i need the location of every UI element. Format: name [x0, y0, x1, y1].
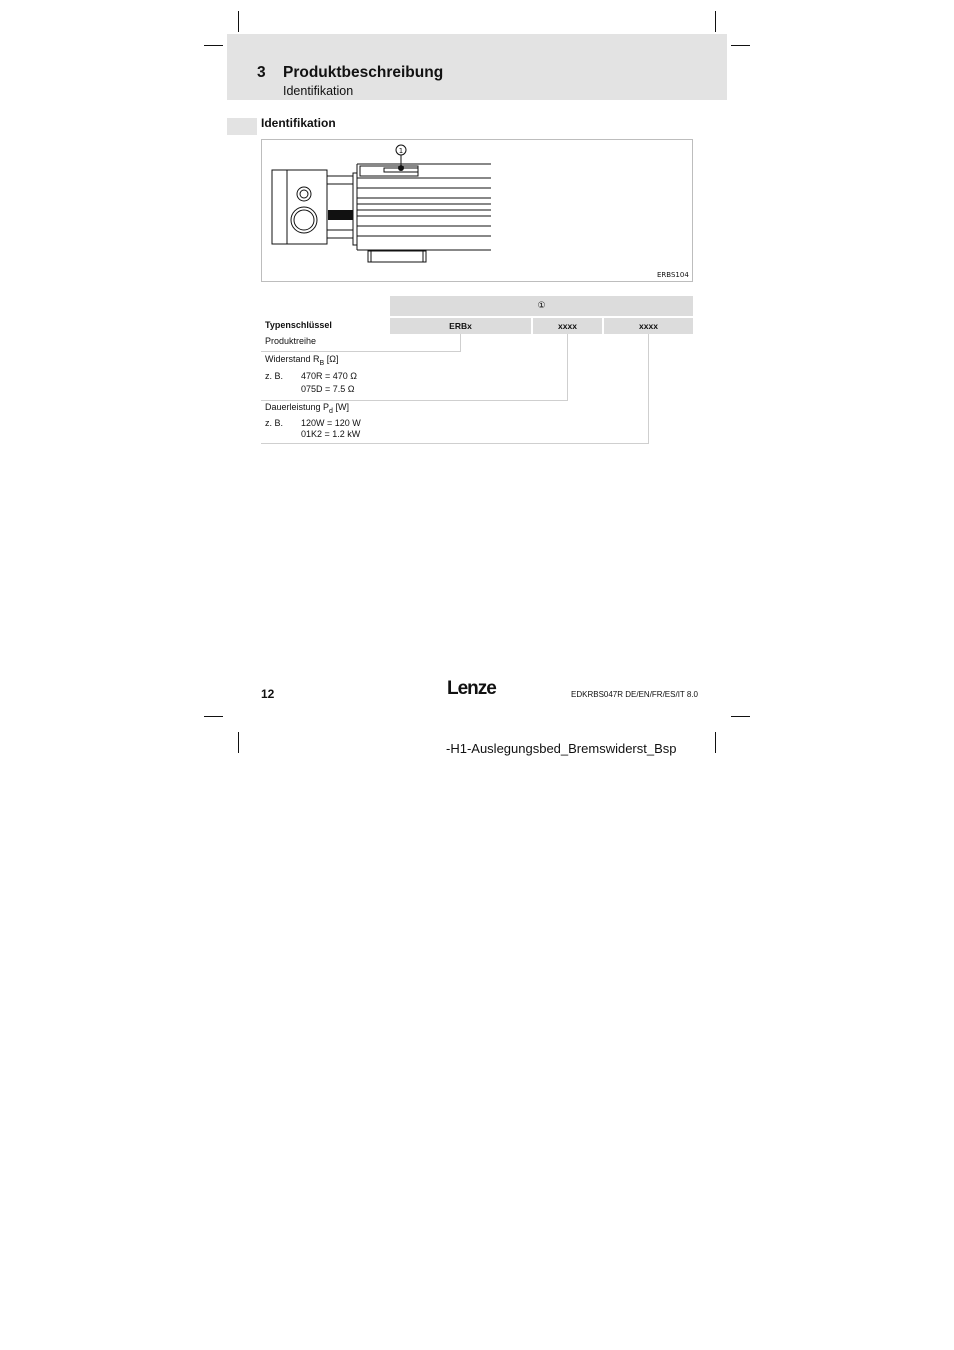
figure-code: ERBS104 [657, 271, 689, 279]
power-example-1: 120W = 120 W [301, 418, 361, 428]
brake-resistor-drawing [262, 140, 502, 270]
resistance-example-2: 075D = 7.5 Ω [301, 384, 355, 394]
crop-mark [204, 45, 223, 46]
crop-mark [238, 732, 239, 753]
type-code-power: xxxx [604, 318, 693, 334]
lenze-logo: Lenze [447, 678, 496, 699]
document-code: -H1-Auslegungsbed_Bremswiderst_Bsp [446, 741, 677, 756]
chapter-subtitle: Identifikation [283, 84, 354, 98]
crop-mark [715, 732, 716, 753]
type-code-resistance: xxxx [533, 318, 602, 334]
crop-mark [238, 11, 239, 32]
connector-line [460, 334, 461, 351]
section-marker [227, 118, 257, 135]
type-key-label: Typenschlüssel [265, 320, 332, 330]
section-title: Identifikation [261, 116, 336, 130]
chapter-title: Produktbeschreibung [283, 64, 444, 81]
crop-mark [731, 45, 750, 46]
power-label: Dauerleistung $P_d$ [W] [265, 402, 349, 415]
connector-line [567, 334, 568, 401]
connector-line [261, 351, 461, 352]
resistance-label: Widerstand $R_B$ [Ω] [265, 354, 339, 367]
chapter-number: 3 [257, 64, 266, 81]
type-code-erbx: ERBx [390, 318, 531, 334]
power-example-2: 01K2 = 1.2 kW [301, 429, 361, 439]
resistance-example-1: 470R = 470 Ω [301, 371, 358, 381]
connector-line [261, 400, 568, 401]
crop-mark [204, 716, 223, 717]
series-label: Produktreihe [265, 336, 317, 346]
resistance-eg: z. B. [265, 371, 284, 381]
table-header-symbol: ① [537, 300, 546, 310]
crop-mark [731, 716, 750, 717]
figure-callout: 1 [398, 147, 404, 155]
power-eg: z. B. [265, 418, 284, 428]
connector-line [648, 334, 649, 444]
connector-line [261, 443, 649, 444]
document-reference: EDKRBS047R DE/EN/FR/ES/IT 8.0 [571, 690, 699, 699]
page-number: 12 [261, 687, 275, 701]
crop-mark [715, 11, 716, 32]
